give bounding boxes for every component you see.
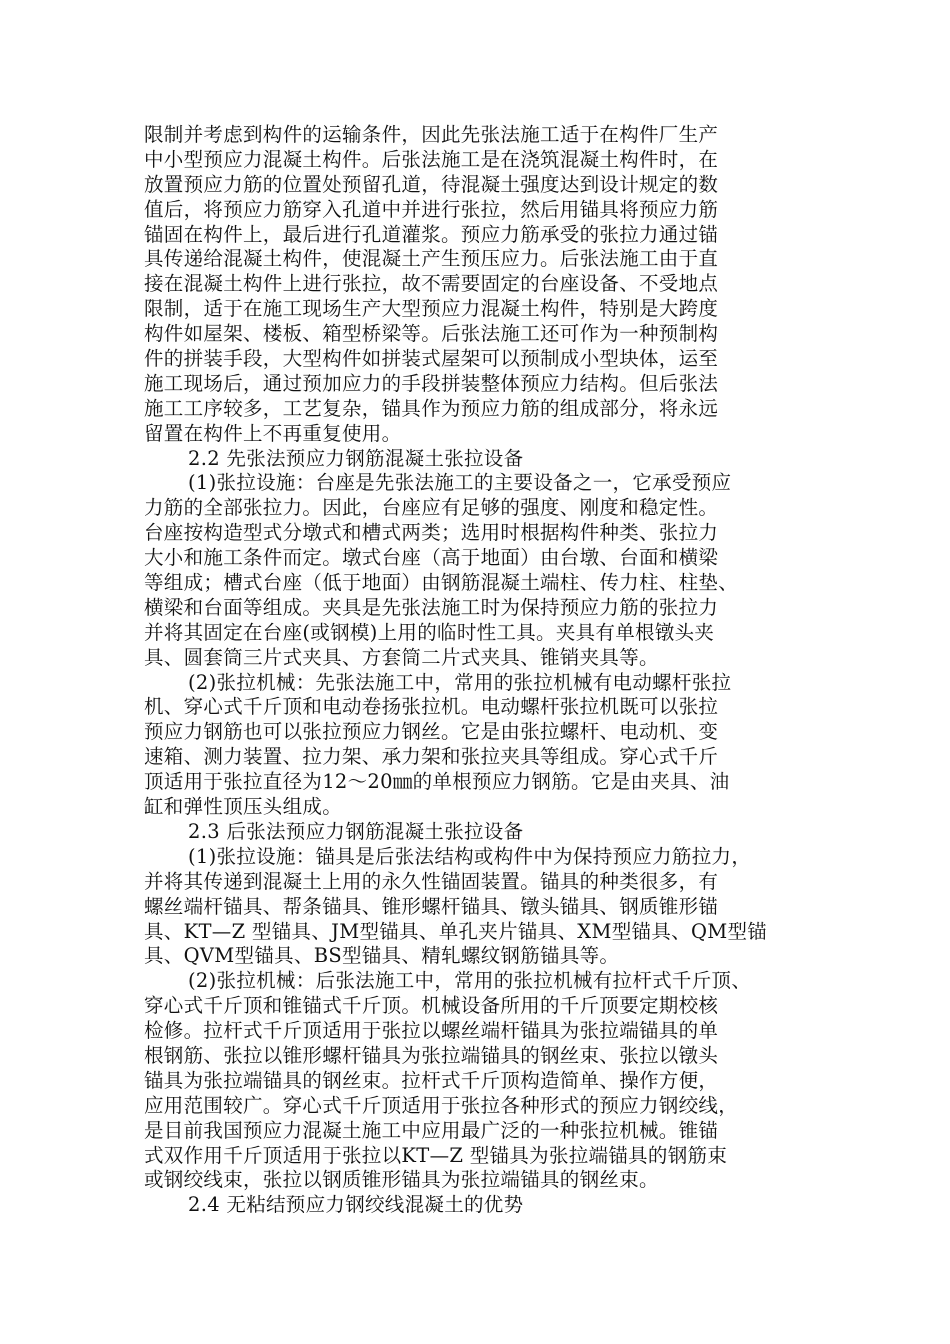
text-line: 大小和施工条件而定。墩式台座（高于地面）由台墩、台面和横梁 (144, 546, 719, 570)
paragraph-pretension-machinery (144, 671, 816, 820)
text-line: 并将其固定在台座(或钢模)上用的临时性工具。夹具有单根镦头夹 (144, 620, 715, 644)
text-line: 螺丝端杆锚具、帮条锚具、锥形螺杆锚具、镦头锚具、钢质锥形锚 (144, 894, 719, 918)
text-line: 留置在构件上不再重复使用。 (144, 421, 402, 445)
text-line: 台座按构造型式分墩式和槽式两类；选用时根据构件种类、张拉力 (144, 521, 719, 545)
text-line: 预应力钢筋也可以张拉预应力钢丝。它是由张拉螺杆、电动机、变 (144, 720, 719, 744)
paragraph-pretension-facilities (144, 471, 816, 670)
text-line: 锚具为张拉端锚具的钢丝束。拉杆式千斤顶构造简单、操作方便， (144, 1068, 719, 1092)
text-line: 并将其传递到混凝土上用的永久性锚固装置。锚具的种类很多，有 (144, 869, 719, 893)
text-line: (2)张拉机械：后张法施工中，常用的张拉机械有拉杆式千斤顶、 (188, 969, 752, 993)
text-line: 横梁和台面等组成。夹具是先张法施工时为保持预应力筋的张拉力 (144, 595, 719, 619)
text-line: (1)张拉设施：锚具是后张法结构或构件中为保持预应力筋拉力， (188, 844, 752, 868)
text-line: 应用范围较广。穿心式千斤顶适用于张拉各种形式的预应力钢绞线， (144, 1093, 739, 1117)
text-line: 中小型预应力混凝土构件。后张法施工是在浇筑混凝土构件时，在 (144, 147, 719, 171)
text-line: 式双作用千斤顶适用于张拉以KT—Z 型锚具为张拉端锚具的钢筋束 (144, 1143, 728, 1167)
text-line: 具、QVM型锚具、BS型锚具、精轧螺纹钢筋锚具等。 (144, 944, 620, 968)
section-heading-2-4: 2.4 无粘结预应力钢绞线混凝土的优势 (188, 1193, 524, 1217)
paragraph-posttension-facilities (144, 845, 816, 969)
paragraph-construction-methods (144, 123, 816, 447)
text-line: 限制，适于在施工现场生产大型预应力混凝土构件，特别是大跨度 (144, 297, 719, 321)
text-line: 检修。拉杆式千斤顶适用于张拉以螺丝端杆锚具为张拉端锚具的单 (144, 1019, 719, 1043)
text-line: 穿心式千斤顶和锥锚式千斤顶。机械设备所用的千斤顶要定期校核 (144, 994, 719, 1018)
text-line: 放置预应力筋的位置处预留孔道，待混凝土强度达到设计规定的数 (144, 172, 719, 196)
text-line: 件的拼装手段，大型构件如拼装式屋架可以预制成小型块体，运至 (144, 347, 719, 371)
section-heading-2-2: 2.2 先张法预应力钢筋混凝土张拉设备 (188, 446, 524, 470)
text-line: 等组成；槽式台座（低于地面）由钢筋混凝土端柱、传力柱、柱垫、 (144, 571, 739, 595)
text-line: (2)张拉机械：先张法施工中，常用的张拉机械有电动螺杆张拉 (188, 670, 732, 694)
paragraph-posttension-machinery (144, 969, 816, 1193)
section-heading-2-3: 2.3 后张法预应力钢筋混凝土张拉设备 (188, 819, 524, 843)
text-line: 机、穿心式千斤顶和电动卷扬张拉机。电动螺杆张拉机既可以张拉 (144, 695, 719, 719)
text-line: 根钢筋、张拉以锥形螺杆锚具为张拉端锚具的钢丝束、张拉以镦头 (144, 1043, 719, 1067)
text-line: 顶适用于张拉直径为12～20㎜的单根预应力钢筋。它是由夹具、油 (144, 770, 730, 794)
text-line: 施工工序较多，工艺复杂，锚具作为预应力筋的组成部分，将永远 (144, 396, 719, 420)
text-line: 具、圆套筒三片式夹具、方套筒二片式夹具、锥销夹具等。 (144, 645, 659, 669)
document-page (144, 123, 816, 1218)
text-line: 是目前我国预应力混凝土施工中应用最广泛的一种张拉机械。锥锚 (144, 1118, 719, 1142)
text-line: 速箱、测力装置、拉力架、承力架和张拉夹具等组成。穿心式千斤 (144, 745, 719, 769)
text-line: 限制并考虑到构件的运输条件，因此先张法施工适于在构件厂生产 (144, 123, 719, 146)
text-line: 缸和弹性顶压头组成。 (144, 795, 343, 819)
text-line: 构件如屋架、楼板、箱型桥梁等。后张法施工还可作为一种预制构 (144, 322, 719, 346)
text-line: 或钢绞线束，张拉以钢质锥形锚具为张拉端锚具的钢丝束。 (144, 1168, 659, 1192)
text-line: 施工现场后，通过预加应力的手段拼装整体预应力结构。但后张法 (144, 371, 719, 395)
text-line: 具传递给混凝土构件，使混凝土产生预压应力。后张法施工由于直 (144, 247, 719, 271)
text-line: 锚固在构件上，最后进行孔道灌浆。预应力筋承受的张拉力通过锚 (144, 222, 719, 246)
text-line: 具、KT—Z 型锚具、JM型锚具、单孔夹片锚具、XM型锚具、QM型锚 (144, 919, 768, 943)
text-line: 力筋的全部张拉力。因此，台座应有足够的强度、刚度和稳定性。 (144, 496, 719, 520)
text-line: 接在混凝土构件上进行张拉，故不需要固定的台座设备、不受地点 (144, 272, 719, 296)
text-line: (1)张拉设施：台座是先张法施工的主要设备之一，它承受预应 (188, 471, 732, 495)
text-line: 值后，将预应力筋穿入孔道中并进行张拉，然后用锚具将预应力筋 (144, 197, 719, 221)
